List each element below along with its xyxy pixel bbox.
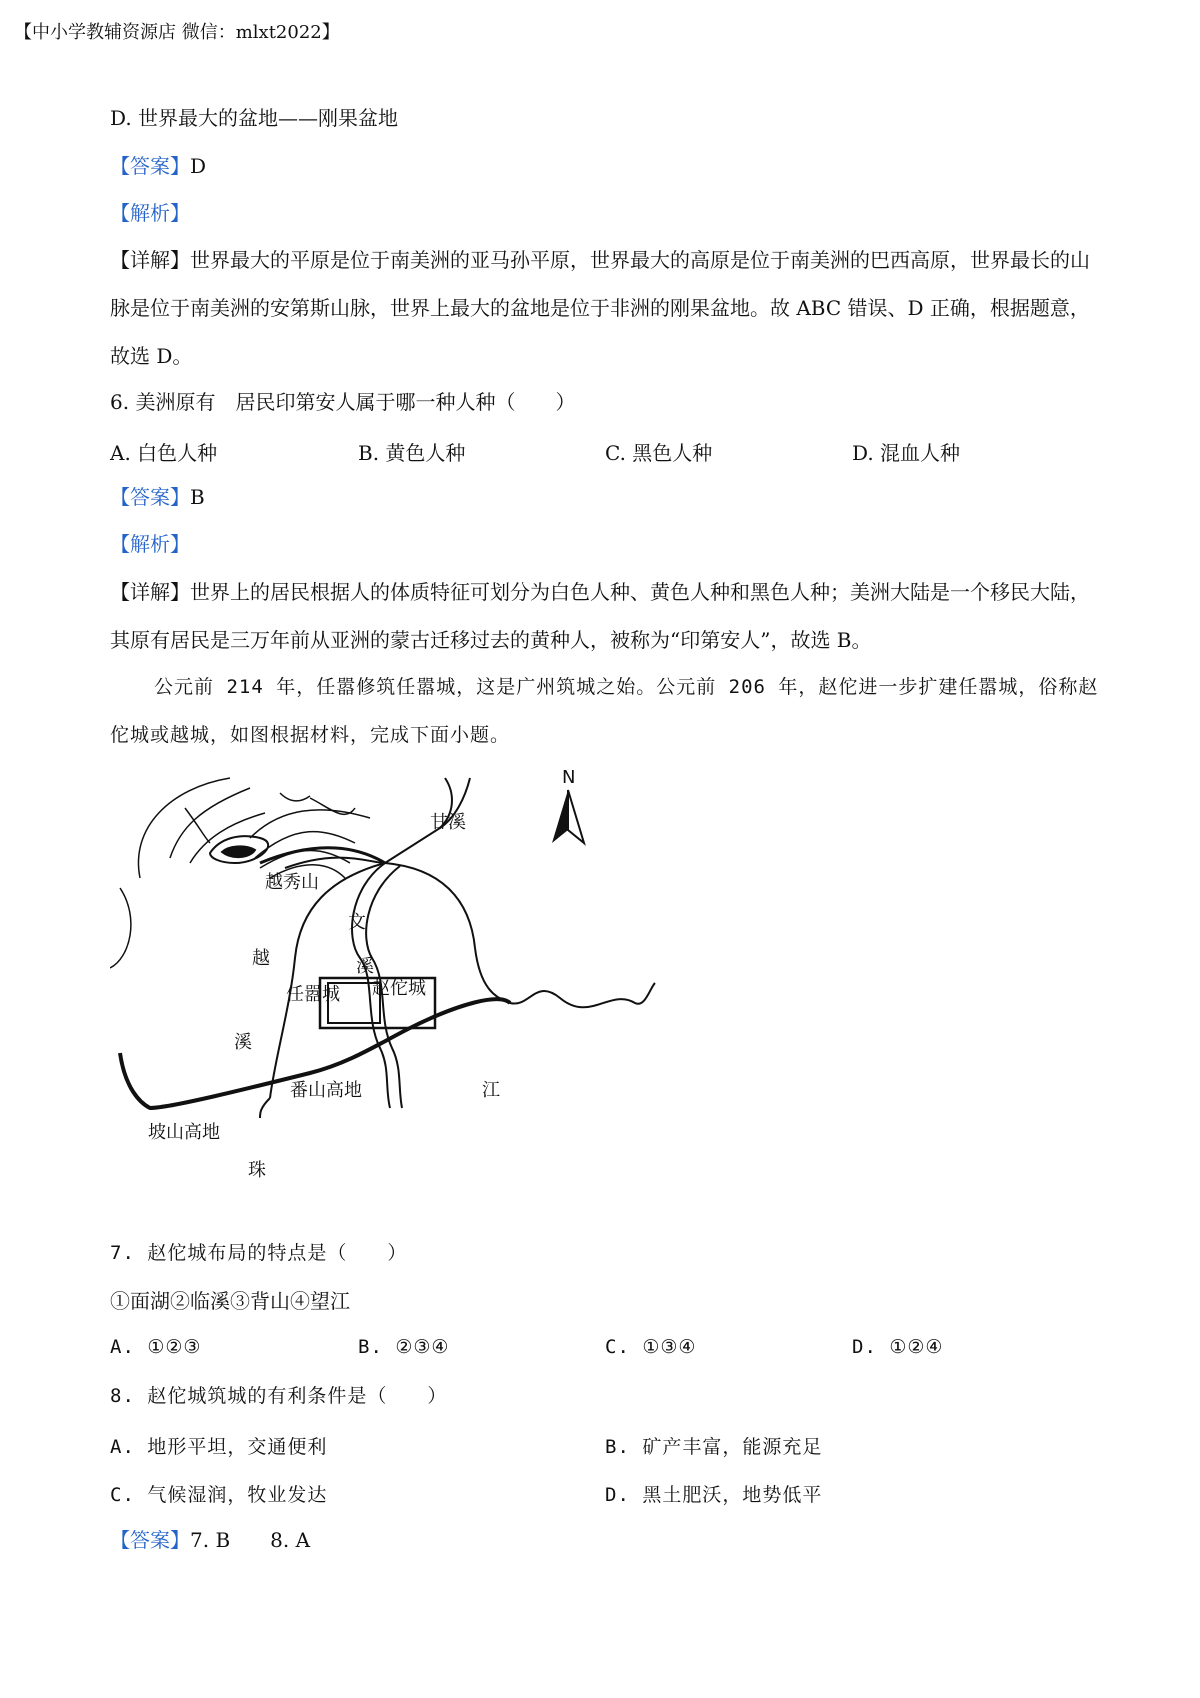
detail-label: 【详解】 [110,580,190,604]
header-watermark: 【中小学教辅资源店 微信：mlxt2022】 [14,22,340,43]
map-label-zhaotuocheng: 赵佗城 [372,978,426,999]
q8-stem: 8. 赵佗城筑城的有利条件是（ ） [110,1385,448,1407]
answer-value: D [190,154,207,178]
q8-option-b: B. 矿产丰富，能源充足 [605,1436,823,1458]
q7-stem: 7. 赵佗城布局的特点是（ ） [110,1242,408,1264]
q7-option-d: D. ①②④ [852,1336,944,1358]
map-label-zhu: 珠 [248,1160,266,1181]
map-label-ganxi: 甘溪 [430,812,466,833]
q6-analysis-label: 【解析】 [110,532,190,556]
q7-option-b: B. ②③④ [358,1336,450,1358]
answer-label: 【答案】 [110,485,190,509]
detail-text: 世界最大的平原是位于南美洲的亚马孙平原，世界最大的高原是位于南美洲的巴西高原，世界最长的山脉是位于南美洲的安第斯山脉，世界上最大的盆地是位于非洲的刚果盆地。故 ABC 错误、D 正确，根据题意，故选 D。 [110,248,1090,368]
zhaotuo-city-map [110,768,710,1208]
q6-option-a: A. 白色人种 [110,441,218,465]
q5-analysis-label: 【解析】 [110,201,190,225]
q5-option-d: D. 世界最大的盆地——刚果盆地 [110,106,399,130]
q5-answer [110,154,206,178]
answer-value: 7. B 8. A [190,1528,311,1552]
map-label-jiang: 江 [482,1080,500,1101]
q7-option-c: C. ①③④ [605,1336,697,1358]
q8-option-d: D. 黑土肥沃，地势低平 [605,1484,823,1506]
answer-label: 【答案】 [110,154,190,178]
detail-text: 世界上的居民根据人的体质特征可划分为白色人种、黄色人种和黑色人种；美洲大陆是一个移民大陆，其原有居民是三万年前从亚洲的蒙古迁移过去的黄种人，被称为“印第安人”，故选 B。 [110,580,1090,652]
q7-items: ①面湖②临溪③背山④望江 [110,1289,350,1313]
map-label-panshan: 番山高地 [290,1080,362,1101]
q6-detail [110,568,1100,664]
q8-option-a: A. 地形平坦，交通便利 [110,1436,328,1458]
map-label-wen: 文 [348,912,366,933]
map-label-xi-yue: 溪 [234,1032,252,1053]
map-label-yue: 越 [252,948,270,969]
material-text: 公元前 214 年，任嚣修筑任嚣城，这是广州筑城之始。公元前 206 年，赵佗进一步扩建任嚣城，俗称赵佗城或越城，如图根据材料，完成下面小题。 [110,676,1099,746]
q7-option-a: A. ①②③ [110,1336,202,1358]
detail-label: 【详解】 [110,248,190,272]
final-answer [110,1528,310,1552]
q8-option-c: C. 气候湿润，牧业发达 [110,1484,328,1506]
map-label-yuexiushan: 越秀山 [265,872,319,893]
north-label: N [562,768,576,788]
q6-option-b: B. 黄色人种 [358,441,466,465]
map-label-poshan: 坡山高地 [148,1122,220,1143]
north-arrow-icon [552,768,584,843]
map-label-renxiaocheng: 任嚣城 [286,984,340,1005]
answer-label: 【答案】 [110,1528,190,1552]
q5-detail [110,236,1100,380]
q6-stem: 6. 美洲原有 居民印第安人属于哪一种人种（ ） [110,390,576,414]
answer-value: B [190,485,205,509]
q6-answer [110,485,205,509]
q6-option-d: D. 混血人种 [852,441,961,465]
q6-option-c: C. 黑色人种 [605,441,713,465]
map-label-xi-wen: 溪 [356,956,374,977]
